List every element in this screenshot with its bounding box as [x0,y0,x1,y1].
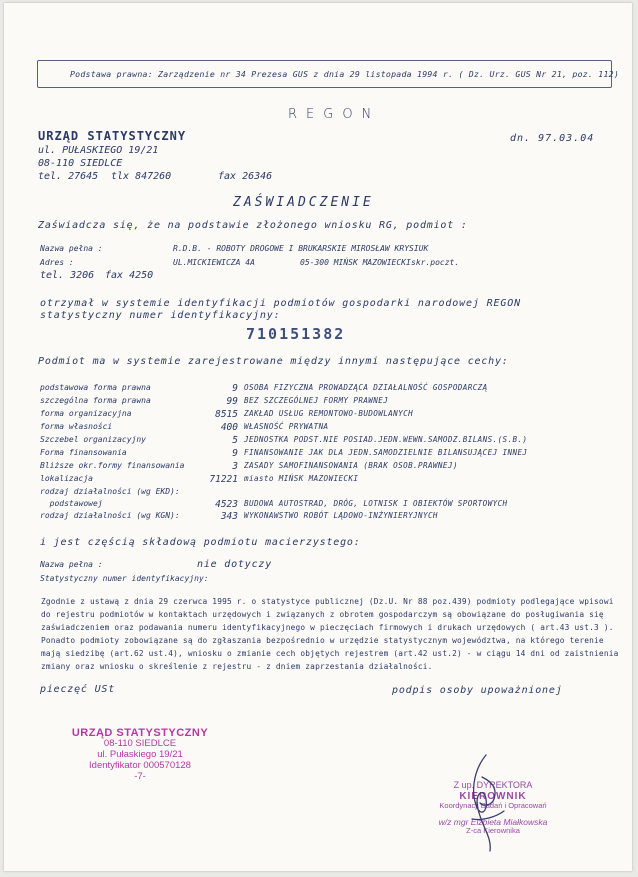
feature-desc: WYKONAWSTWO ROBÓT LĄDOWO-INŻYNIERYJNYCH [244,511,438,520]
feature-desc: WŁASNOŚĆ PRYWATNA [244,422,329,431]
feature-desc: miasto MIŃSK MAZOWIECKI [244,474,359,483]
document-date: dn. 97.03.04 [510,133,595,144]
feature-code: 8515 [215,409,238,420]
legal-text-line: zaświadczeniem oraz podawania numeru identyfikacyjnego w pieczęciach firmowych i drukach urzędowych ( art.43 ust.3 ). [41,623,614,632]
feature-code: 5 [232,435,238,446]
signature-stamp-line: KIEROWNIK [459,790,527,802]
feature-desc: BEZ SZCZEGÓLNEJ FORMY PRAWNEJ [244,396,389,405]
legal-text-line: do rejestru podmiotów w kontaktach urzędowych i związanych z obrotem gospodarczym są obowiązane do posługiwania się [41,610,604,619]
office-tel: tel. 27645 [38,171,99,182]
parent-intro: i jest częścią składową podmiotu macierzystego: [40,537,361,548]
regon-header: REGON [288,107,381,122]
legal-text-line: mają siedzibę (art.62 ust.4), wniosku o zmianie cech objętych rejestrem (art.42 ust.2) - w ciągu 14 dni od zaistnienia [41,649,619,658]
legal-text-line: Zgodnie z ustawą z dnia 29 czerwca 1995 r. o statystyce publicznej (Dz.U. Nr 88 poz.439) podmioty podlegające wpisowi [41,597,614,606]
legal-text-line: Ponadto podmioty zobowiązane są do zgłaszania bezpośrednio w urzędzie statystycznym województwa, na którego terenie [41,636,604,645]
feature-code: 3 [232,461,238,472]
entity-name-value: R.D.B. - ROBOTY DROGOWE I BRUKARSKIE MIROSŁAW KRYSIUK [173,244,429,253]
feature-label: szczególna forma prawna [40,396,151,405]
feature-code: 9 [232,448,238,459]
feature-label: Szczebel organizacyjny [40,435,146,444]
entity-address-city: 05-300 MIŃSK MAZOWIECKI [300,258,411,267]
received-line-1: otrzymał w systemie identyfikacji podmiotów gospodarki narodowej REGON [40,298,521,309]
feature-label: Bliższe okr.formy finansowania [40,461,185,470]
entity-address-street: UL.MICKIEWICZA 4A [173,258,255,267]
entity-address-label: Adres : [40,258,74,267]
entity-name-label: Nazwa pełna : [40,244,103,253]
legal-text-line: zmiany oraz wniosku o skreślenie z rejestru - z dniem zaprzestania działalności. [41,662,433,671]
received-line-2: statystyczny numer identyfikacyjny: [40,310,281,321]
feature-desc: FINANSOWANIE JAK DLA JEDN.SAMODZIELNIE BILANSUJĄCEJ INNEJ [244,448,528,457]
feature-label: podstawowej [40,499,103,508]
feature-code: 400 [220,422,238,433]
certificate-page [4,3,632,871]
feature-code: 343 [220,511,238,522]
entity-tel: tel. 3206 [40,270,95,281]
signature-stamp-line: w/z mgr Elżbieta Miałkowska [438,817,548,828]
office-stamp [60,727,220,783]
stamp-line: 08-110 SIEDLCE [103,738,177,749]
stamp-line: Identyfikator 000570128 [89,759,191,771]
stamp-line: -7- [134,770,146,782]
document-title: ZAŚWIADCZENIE [233,195,374,210]
feature-desc: JEDNOSTKA PODST.NIE POSIAD.JEDN.WEWN.SAMODZ.BILANS.(S.B.) [244,435,528,444]
feature-label: rodzaj działalności (wg KGN): [40,511,180,520]
handwritten-signature [452,747,522,857]
legal-basis-box [37,60,620,88]
signature-stamp-line: Z up. DYREKTORA [453,780,533,790]
feature-desc: BUDOWA AUTOSTRAD, DRÓG, LOTNISK I OBIEKTÓW SPORTOWYCH [244,499,508,508]
parent-name-label: Nazwa pełna : [40,560,103,569]
regon-number: 710151382 [246,325,346,343]
office-fax: fax 26346 [218,171,273,182]
signature-stamp-line: Koordynacji Badań i Opracowań [439,800,547,810]
office-city: 08-110 SIEDLCE [38,158,123,169]
legal-basis-text: Podstawa prawna: Zarządzenie nr 34 Prezesa GUS z dnia 29 listopada 1994 r. ( Dz. Urz. GUS Nr 21, poz. 112) [70,69,620,79]
intro-text: Zaświadcza się, że na podstawie złożonego wniosku RG, podmiot : [38,220,468,231]
feature-desc: ZAKŁAD USŁUG REMONTOWO-BUDOWLANYCH [244,409,414,418]
features-intro: Podmiot ma w systemie zarejestrowane między innymi następujące cechy: [38,356,509,367]
feature-label: lokalizacja [40,474,93,483]
office-tlx: tlx 847260 [111,171,172,182]
feature-label: rodzaj działalności (wg EKD): [40,487,180,496]
feature-label: forma własności [40,422,113,431]
feature-code: 9 [232,383,238,394]
stamp-line: ul. Pułaskiego 19/21 [97,748,183,760]
feature-desc: ZASADY SAMOFINANSOWANIA (BRAK OSOB.PRAWNEJ) [244,461,458,470]
parent-name-value: nie dotyczy [197,559,273,570]
feature-code: 71221 [209,474,238,485]
signature-label: podpis osoby upoważnionej [392,685,563,696]
feature-code: 4523 [215,499,238,510]
office-street: ul. PUŁASKIEGO 19/21 [38,145,159,156]
feature-desc: OSOBA FIZYCZNA PROWADZĄCA DZIAŁALNOŚĆ GOSPODARCZĄ [244,383,488,392]
feature-label: forma organizacyjna [40,409,132,418]
entity-fax: fax 4250 [105,270,154,281]
stamp-line: URZĄD STATYSTYCZNY [71,727,209,739]
entity-address-post: skr.poczt. [411,258,460,267]
parent-number-label: Statystyczny numer identyfikacyjny: [40,574,209,583]
seal-label: pieczęć USt [40,684,116,695]
office-name: URZĄD STATYSTYCZNY [38,129,187,143]
signature-stamp-line: Z-ca Kierownika [466,826,520,836]
feature-label: podstawowa forma prawna [40,383,151,392]
feature-code: 99 [226,396,238,407]
feature-label: Forma finansowania [40,448,127,457]
